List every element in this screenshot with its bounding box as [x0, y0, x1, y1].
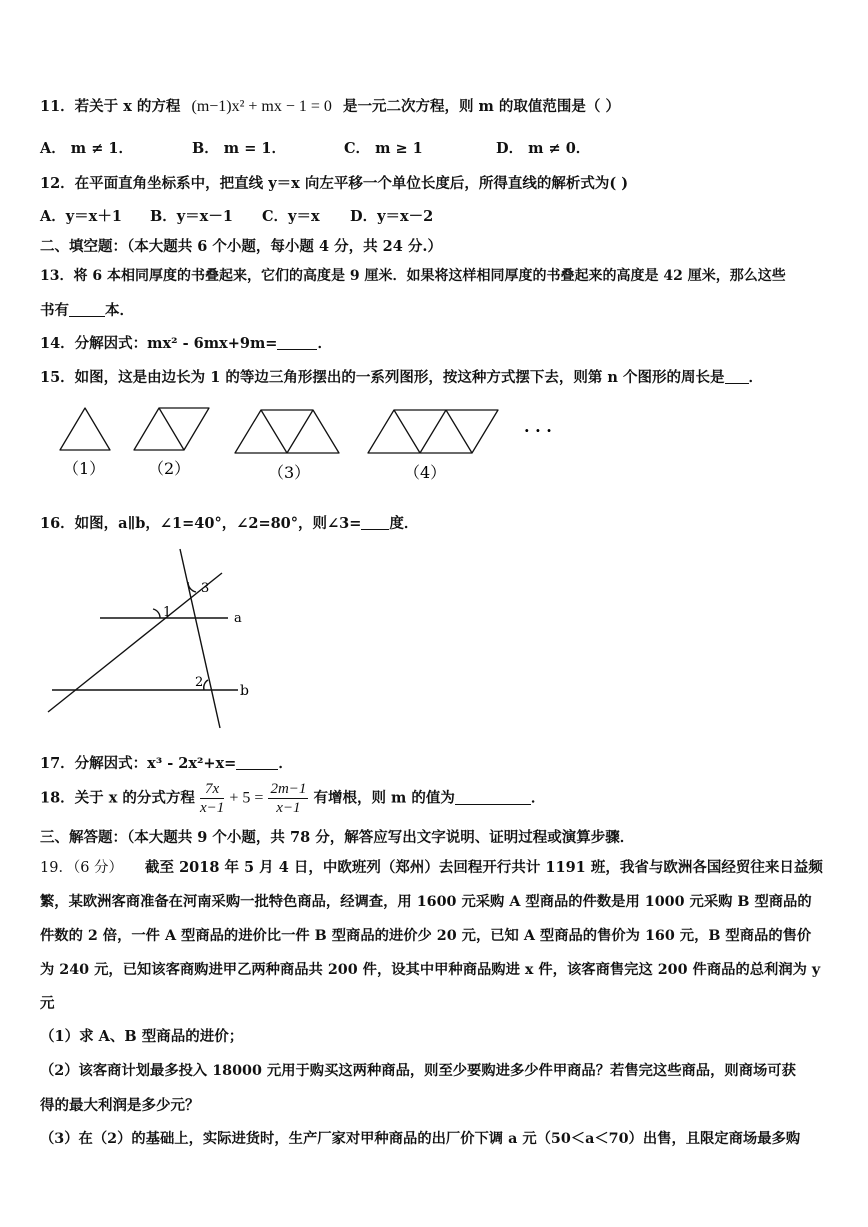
q15-prefix: 15．如图，这是由边长为 1 的等边三角形摆出的一系列图形，按这种方式摆下去，则第 n 个图形的周长是: [40, 369, 725, 386]
q18-fraction-left: $\frac{7x}{x-1}$: [199, 781, 225, 816]
label-b: b: [240, 683, 249, 699]
q15-answer-blank[interactable]: [725, 370, 749, 384]
section-heading-fill-in: 二、填空题：（本大题共 6 个小题，每小题 4 分，共 24 分.）: [40, 238, 442, 255]
q18-fraction-right: $\frac{2m-1}{x-1}$: [270, 781, 307, 816]
q18-answer-blank[interactable]: [455, 791, 531, 805]
q13-answer-blank[interactable]: [69, 303, 105, 317]
transversal-right: [180, 549, 220, 728]
figure-label-3: （3）: [268, 463, 311, 482]
q13-line2: [40, 299, 134, 320]
q12-option-d: D．y＝x－2: [350, 208, 434, 225]
q14-answer-blank[interactable]: [277, 336, 317, 350]
q18-stem: [40, 780, 545, 817]
q13-suffix: 本．: [105, 302, 134, 319]
figure-ellipsis: · · ·: [524, 421, 552, 440]
angle-1-arc: [153, 609, 160, 618]
q19-line1: 19．（6 分） 截至 2018 年 5 月 4 日，中欧班列（郑州）去回程开行共计 1191 班，我省与欧洲各国经贸往来日益频: [40, 859, 823, 876]
q15-triangle-figures: [0, 400, 868, 500]
q16-stem: [40, 512, 418, 533]
q19-line2: 繁，某欧洲客商准备在河南采购一批特色商品，经调查，用 1600 元采购 A 型商品的件数是用 1000 元采购 B 型商品的: [40, 894, 812, 910]
q16-prefix: 16．如图，a∥b，∠1=40°，∠2=80°，则∠3=: [40, 515, 362, 532]
q14-prefix: 14．分解因式：mx² - 6mx+9m=: [40, 335, 278, 352]
q12-option-c: C．y＝x: [262, 208, 320, 225]
figure-label-4: （4）: [404, 463, 447, 482]
q12-stem: 12．在平面直角坐标系中，把直线 y＝x 向左平移一个单位长度后，所得直线的解析式为( ): [40, 175, 629, 192]
transversal-left: [48, 573, 222, 712]
q11-option-c: C． m ≥ 1: [344, 140, 423, 157]
triangle-figure-3: [235, 410, 339, 453]
figure-label-2: （2）: [148, 459, 191, 478]
label-3: 3: [201, 581, 210, 596]
q19-line4: 为 240 元，已知该客商购进甲乙两种商品共 200 件，设其中甲种商品购进 x 件，该客商售完这 200 件商品的总利润为 y: [40, 962, 821, 978]
angle-2-arc: [204, 680, 208, 690]
q11-suffix: 是一元二次方程，则 m 的取值范围是（ ）: [342, 98, 620, 115]
q19-sub2-line1: （2）该客商计划最多投入 18000 元用于购买这两种商品，则至少要购进多少件甲商品？若售完这些商品，则商场可获: [40, 1063, 796, 1079]
label-2: 2: [195, 675, 204, 690]
q16-parallel-lines-figure: [40, 545, 340, 745]
q16-answer-blank[interactable]: [361, 516, 389, 530]
label-1: 1: [163, 605, 172, 620]
q18-plus-five: + 5 =: [229, 789, 264, 807]
q19-sub3: （3）在（2）的基础上，实际进货时，生产厂家对甲种商品的出厂价下调 a 元（50＜a＜70）出售，且限定商场最多购: [40, 1131, 801, 1147]
q13-line1: 13．将 6 本相同厚度的书叠起来，它们的高度是 9 厘米．如果将这样相同厚度的书叠起来的高度是 42 厘米，那么这些: [40, 268, 786, 284]
q19-score: 19．（6 分）: [40, 860, 124, 876]
q18-suffix: ．: [530, 789, 546, 807]
q13-prefix: 书有: [40, 302, 69, 319]
q15-suffix: ．: [748, 369, 763, 386]
q17-suffix: ．: [278, 755, 293, 772]
q19-line3: 件数的 2 倍，一件 A 型商品的进价比一件 B 型商品的进价少 20 元，已知 A 型商品的售价为 160 元，B 型商品的售价: [40, 928, 812, 944]
q17-stem: [40, 752, 293, 773]
q19-line5: 元: [40, 995, 55, 1012]
q18-prefix: 18．关于 x 的分式方程: [40, 789, 195, 807]
q16-suffix: 度．: [389, 515, 419, 532]
label-a: a: [234, 611, 242, 626]
section-heading-solutions: 三、解答题：（本大题共 9 个小题，共 78 分，解答应写出文字说明、证明过程或演算步骤．: [40, 829, 635, 846]
triangle-figure-1: [60, 408, 110, 450]
q15-stem: [40, 366, 763, 387]
figure-label-1: （1）: [63, 459, 106, 478]
q12-option-b: B．y＝x－1: [150, 208, 233, 225]
q11-option-d: D． m ≠ 0．: [496, 140, 591, 157]
q17-prefix: 17．分解因式：x³ - 2x²+x=: [40, 755, 237, 772]
q11-prefix: 11．若关于 x 的方程: [40, 98, 181, 115]
q11-stem: [40, 95, 620, 116]
q19-sub1: （1）求 A、B 型商品的进价；: [40, 1028, 244, 1045]
q18-middle: 有增根，则 m 的值为: [313, 789, 455, 807]
q12-option-a: A．y＝x＋1: [40, 208, 122, 225]
q11-equation: (m−1)x² + mx − 1 = 0: [191, 98, 332, 115]
q11-option-a: A． m ≠ 1．: [40, 140, 133, 157]
q17-answer-blank[interactable]: [236, 756, 278, 770]
q14-stem: [40, 332, 332, 353]
q19-sub2-line2: 得的最大利润是多少元？: [40, 1097, 200, 1114]
q11-option-b: B． m = 1．: [192, 140, 286, 157]
q14-suffix: ．: [317, 335, 332, 352]
